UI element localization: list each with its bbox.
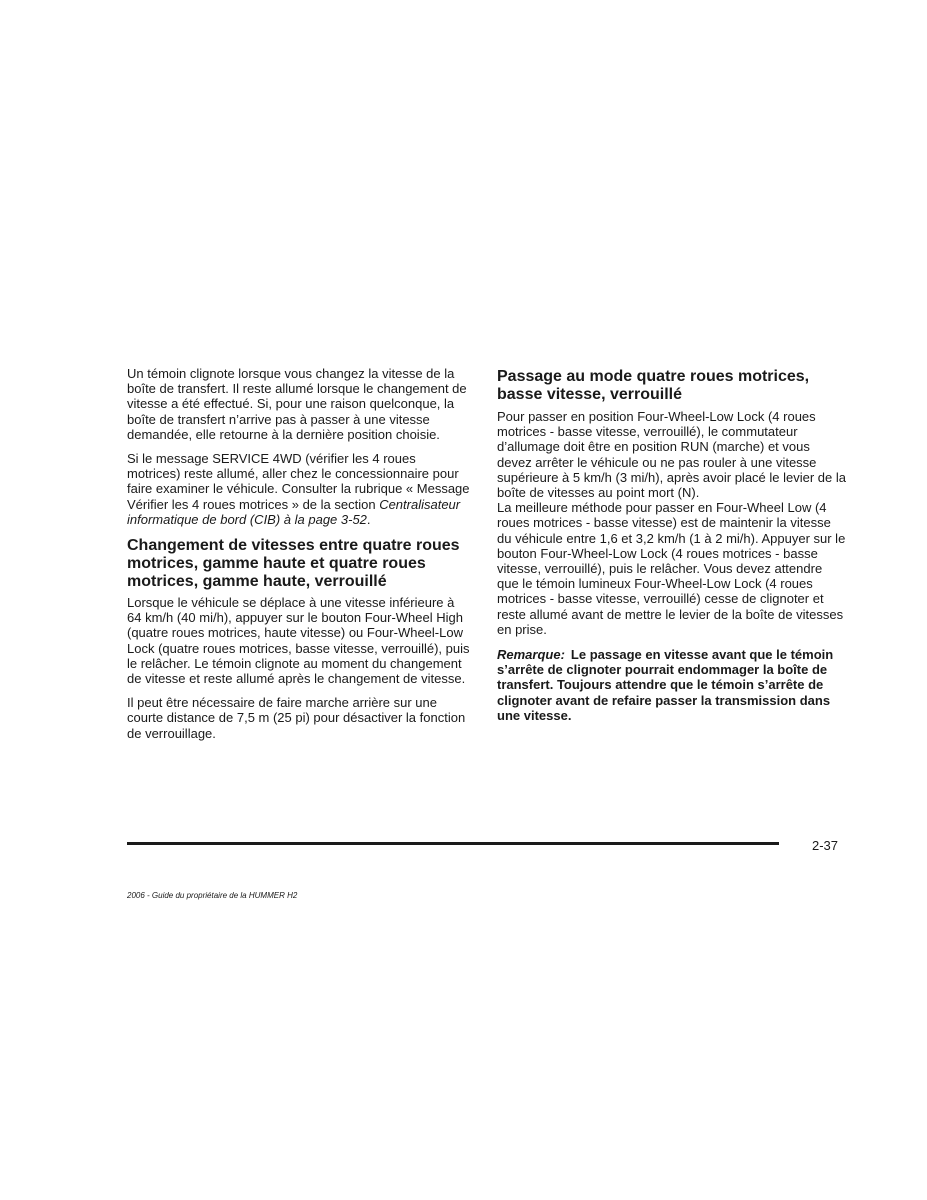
left-paragraph-3: Lorsque le véhicule se déplace à une vitesse inférieure à 64 km/h (40 mi/h), appuyer sur le bouton Four-Wheel High (quatre roues motrices, haute vitesse) ou Four-Wheel-Low Lock (quatre roues motrices, basse vitesse, verrouillé), puis le relâcher. Le témoin clignote au moment du changement de vitesse et reste allumé après le changement de vitesse.: [127, 595, 470, 687]
right-section-heading: Passage au mode quatre roues motrices, basse vitesse, verrouillé: [497, 368, 810, 403]
footer-caption: 2006 - Guide du propriétaire de la HUMMER H2: [127, 891, 298, 900]
cib-reference-link: Centralisateur informatique de bord (CIB) à la page 3-52: [127, 496, 461, 527]
remark-note: [497, 647, 847, 723]
right-paragraph-2: La meilleure méthode pour passer en Four-Wheel Low (4 roues motrices - basse vitesse) est de maintenir la vitesse du véhicule entre 1,6 et 3,2 km/h (1 à 2 mi/h). Appuyer sur le bouton Four-Wheel-Low Lock (4 roues motrices - basse vitesse, verrouillé), puis le relâcher. Vous devez attendre que le témoin lumineux Four-Wheel-Low Lock (4 roues motrices - basse vitesse, verrouillé) cesse de clignoter et reste allumé avant de mettre le levier de la boîte de vitesses en prise.: [497, 500, 846, 637]
left-paragraph-4: Il peut être nécessaire de faire marche arrière sur une courte distance de 7,5 m (25 pi) pour désactiver la fonction de verrouillage.: [127, 695, 466, 741]
left-column: [127, 366, 472, 741]
right-column: [497, 366, 847, 723]
left-section-heading: Changement de vitesses entre quatre roues motrices, gamme haute et quatre roues motrices, gamme haute, verrouillé: [127, 537, 460, 591]
remark-label: Remarque:: [497, 647, 565, 663]
right-paragraph-1: Pour passer en position Four-Wheel-Low Lock (4 roues motrices - basse vitesse, verrouillé), le commutateur d’allumage doit être en position RUN (marche) et vous devez arrêter le véhicule ou ne pas rouler à une vitesse supérieure à 5 km/h (3 mi/h), après avoir placé le levier de la boîte de vitesses au point mort (N).: [497, 409, 846, 501]
left-paragraph-1: Un témoin clignote lorsque vous changez la vitesse de la boîte de transfert. Il reste allumé lorsque le changement de vitesse a été effectué. Si, pour une raison quelconque, la boîte de transfert n’arrive pas à passer à une vitesse demandée, elle retourne à la dernière position choisie.: [127, 366, 467, 442]
left-paragraph-2: [127, 451, 472, 527]
left-paragraph-2-text: Si le message SERVICE 4WD (vérifier les 4 roues motrices) reste allumé, aller chez le concessionnaire pour faire examiner le véhicule. Consulter la rubrique « Message Vérifier les 4 roues motrices » de la section: [127, 451, 470, 512]
remark-text: Le passage en vitesse avant que le témoin s’arrête de clignoter pourrait endommager la boîte de transfert. Toujours attendre que le témoin s’arrête de clignoter avant de refaire passer la transmission dans une vitesse.: [497, 647, 834, 723]
footer-rule: [127, 842, 779, 845]
page-number: 2-37: [812, 838, 839, 853]
left-paragraph-2-end: .: [366, 511, 371, 527]
